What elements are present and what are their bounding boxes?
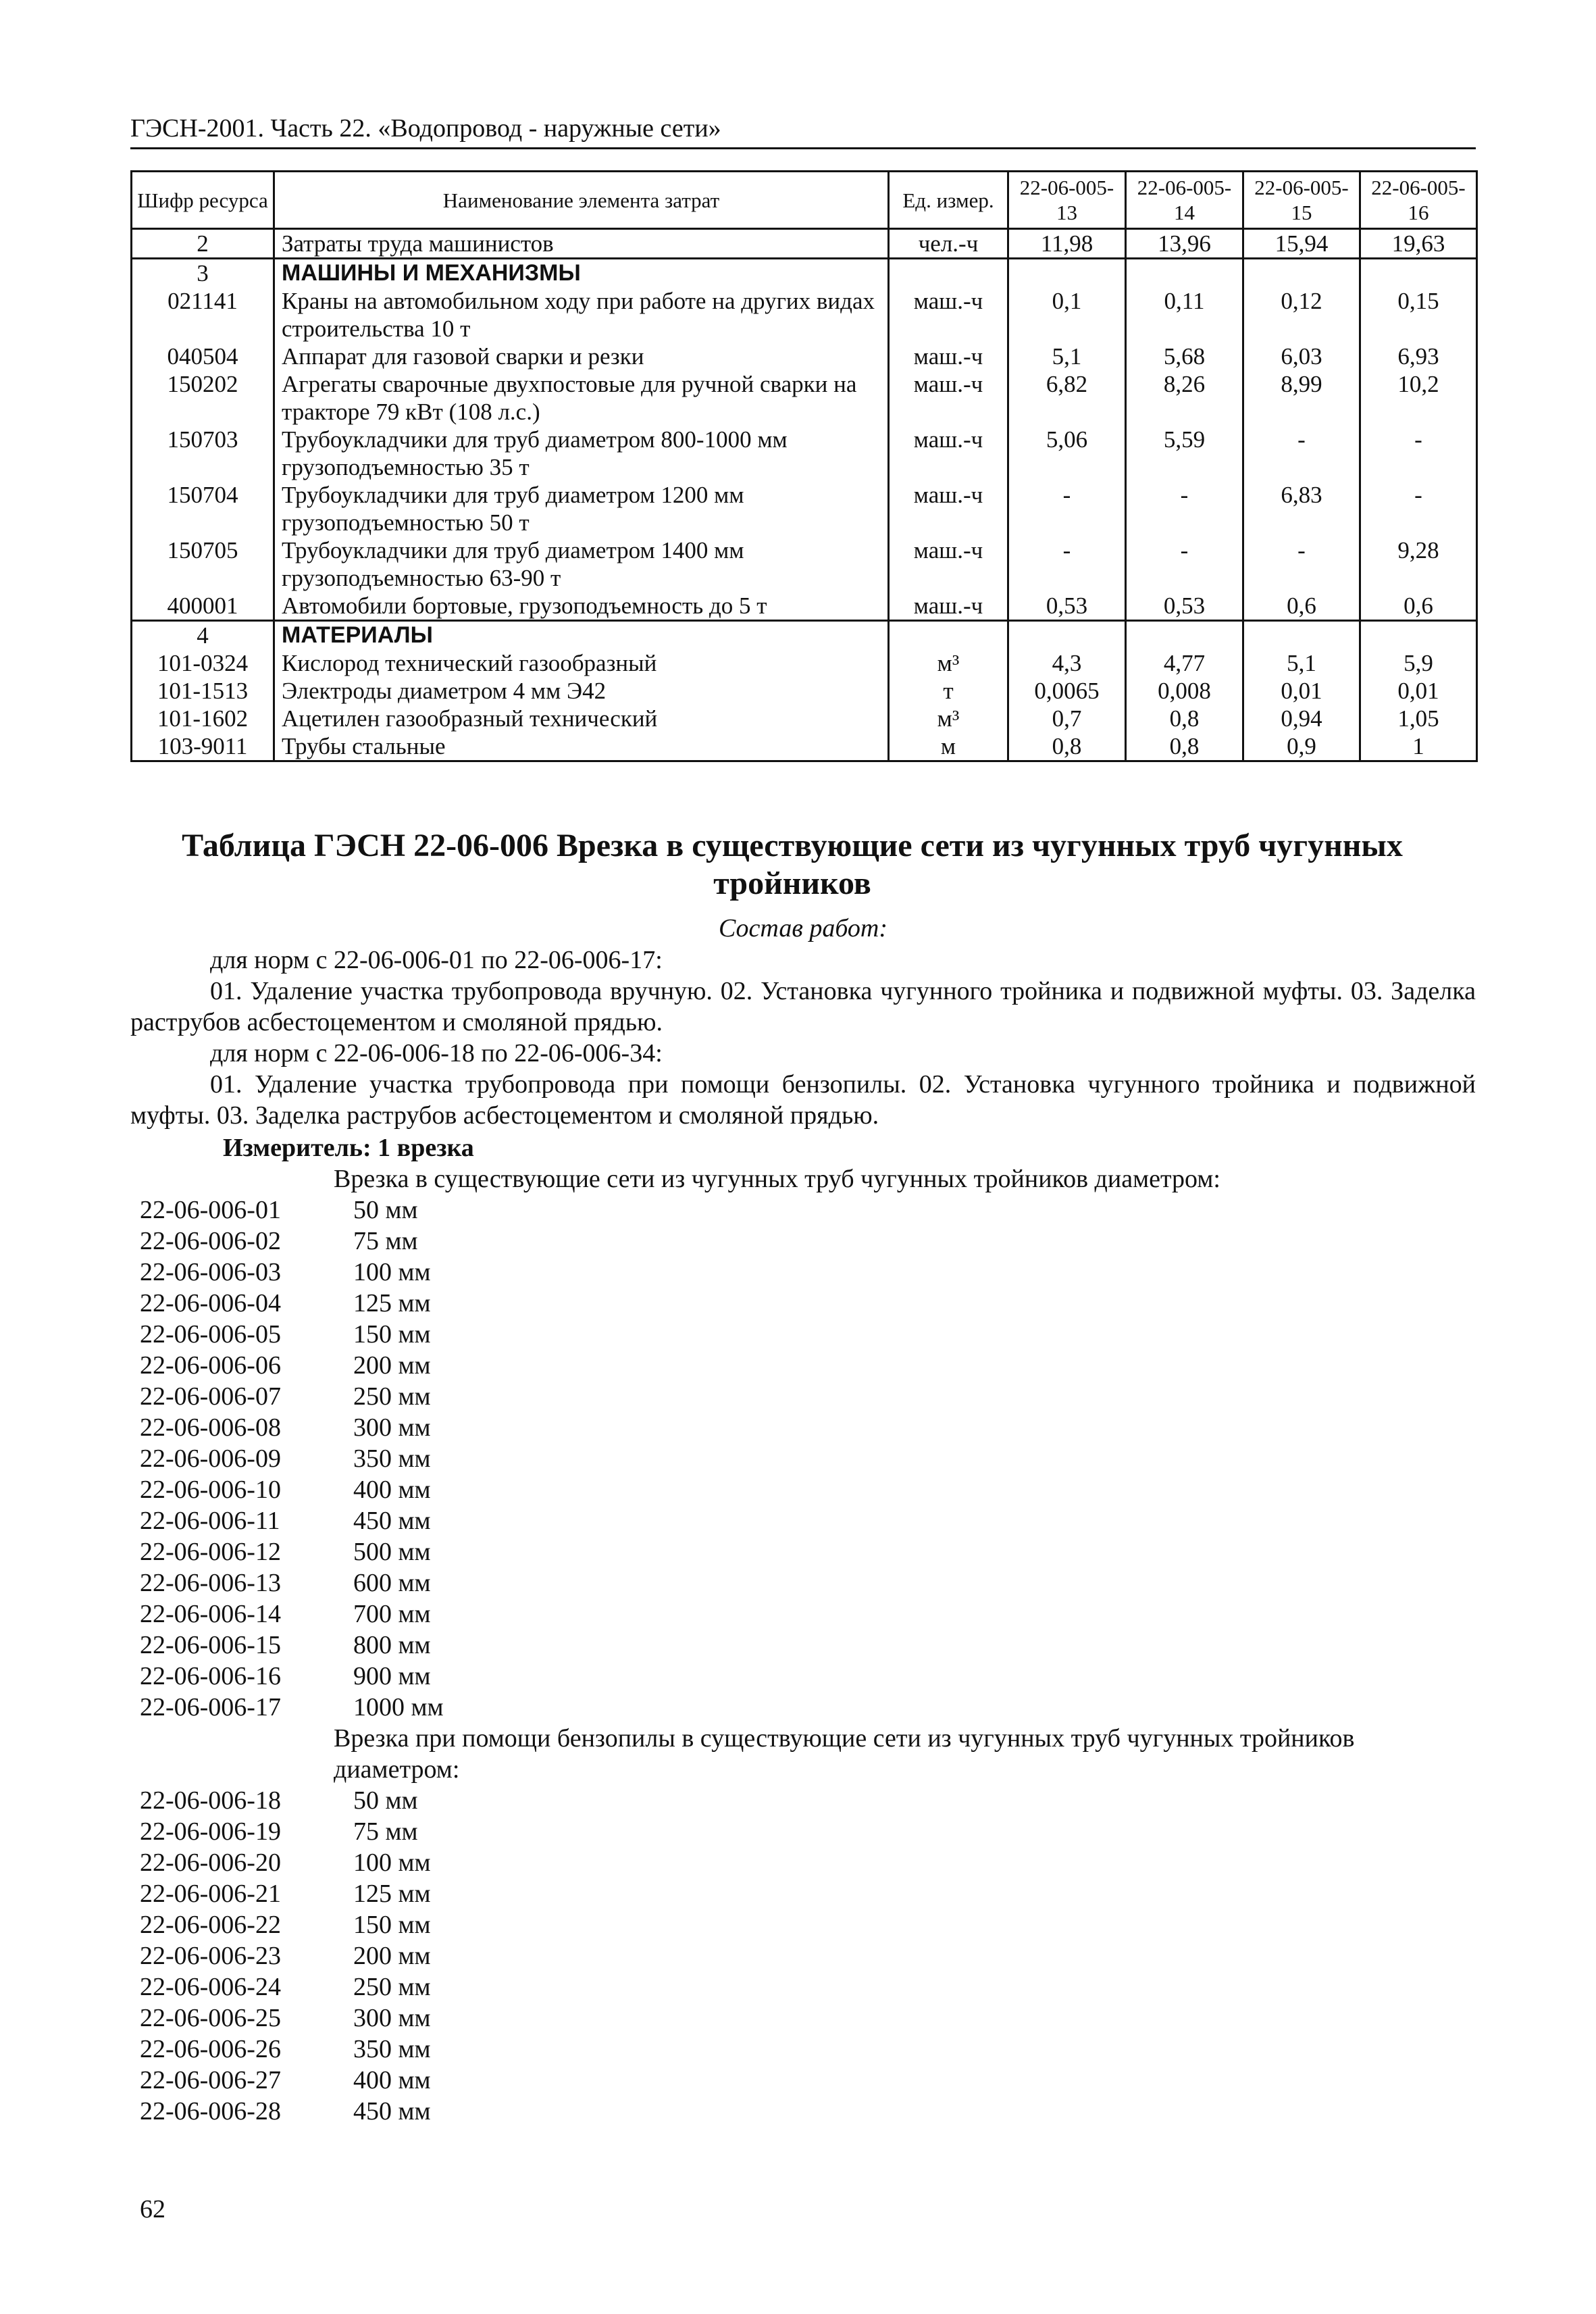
table-row	[132, 481, 1477, 536]
resource-name: Электроды диаметром 4 мм Э42	[274, 677, 889, 705]
norm-item	[140, 1878, 431, 1909]
norm-diameter: 125 мм	[353, 1880, 431, 1908]
unit	[889, 621, 1008, 650]
table-title-line2: тройников	[713, 865, 871, 901]
norm-code: 22-06-006-07	[140, 1382, 281, 1411]
value-norm-14: -	[1126, 481, 1243, 536]
norm-diameter: 125 мм	[353, 1289, 431, 1317]
unit: м³	[889, 705, 1008, 732]
norm-diameter: 300 мм	[353, 2004, 431, 2032]
meter-label: Измеритель: 1 врезка	[223, 1134, 474, 1162]
group2-description	[130, 1038, 1476, 1131]
resource-name: Автомобили бортовые, грузоподъемность до 5 т	[274, 592, 889, 621]
value-norm-16: 0,01	[1360, 677, 1477, 705]
norm-code: 22-06-006-15	[140, 1631, 281, 1659]
resource-name: Агрегаты сварочные двухпостовые для ручной сварки на тракторе 79 кВт (108 л.с.)	[274, 370, 889, 426]
norms-list-manual	[140, 1194, 444, 1723]
unit: м³	[889, 649, 1008, 677]
norm-code: 22-06-006-14	[140, 1600, 281, 1628]
norm-code: 22-06-006-25	[140, 2004, 281, 2032]
norm-code: 22-06-006-19	[140, 1817, 281, 1846]
table-row	[132, 705, 1477, 732]
composition-label: Состав работ:	[718, 914, 888, 942]
norm-item	[140, 1350, 444, 1381]
norm-code: 22-06-006-16	[140, 1662, 281, 1690]
value-norm-16: 1	[1360, 732, 1477, 761]
table-row	[132, 343, 1477, 370]
resource-code: 040504	[132, 343, 274, 370]
value-norm-14	[1126, 621, 1243, 650]
value-norm-15	[1243, 259, 1360, 288]
unit: маш.-ч	[889, 426, 1008, 481]
value-norm-15: 8,99	[1243, 370, 1360, 426]
resource-name: МАШИНЫ И МЕХАНИЗМЫ	[274, 259, 889, 288]
value-norm-15	[1243, 621, 1360, 650]
norm-code: 22-06-006-13	[140, 1569, 281, 1597]
value-norm-14: 0,11	[1126, 287, 1243, 343]
norm-diameter: 250 мм	[353, 1382, 431, 1411]
group1-intro: для норм с 22-06-006-01 по 22-06-006-17:	[210, 946, 663, 974]
norm-diameter: 200 мм	[353, 1942, 431, 1970]
norm-code: 22-06-006-01	[140, 1196, 281, 1224]
norm-item	[140, 2096, 431, 2127]
table-row	[132, 370, 1477, 426]
resource-code: 021141	[132, 287, 274, 343]
norm-item	[140, 1319, 444, 1350]
norm-diameter: 250 мм	[353, 1973, 431, 2001]
norm-code: 22-06-006-17	[140, 1693, 281, 1721]
unit: маш.-ч	[889, 343, 1008, 370]
norm-item	[140, 1567, 444, 1599]
norm-diameter: 150 мм	[353, 1911, 431, 1939]
table-row	[132, 229, 1477, 259]
norm-code: 22-06-006-10	[140, 1476, 281, 1504]
value-norm-13: 0,1	[1008, 287, 1126, 343]
norm-code: 22-06-006-02	[140, 1227, 281, 1255]
norm-diameter: 450 мм	[353, 1507, 431, 1535]
value-norm-13: 0,53	[1008, 592, 1126, 621]
resource-name: Трубоукладчики для труб диаметром 1400 мм грузоподъемностью 63-90 т	[274, 536, 889, 592]
resource-code: 101-1602	[132, 705, 274, 732]
unit: маш.-ч	[889, 287, 1008, 343]
value-norm-16: -	[1360, 481, 1477, 536]
norm-diameter: 100 мм	[353, 1848, 431, 1877]
norm-item	[140, 1971, 431, 2003]
norm-code: 22-06-006-04	[140, 1289, 281, 1317]
norm-code: 22-06-006-09	[140, 1444, 281, 1473]
norm-item	[140, 1816, 431, 1847]
value-norm-13: 0,8	[1008, 732, 1126, 761]
resource-code: 101-1513	[132, 677, 274, 705]
unit: маш.-ч	[889, 536, 1008, 592]
table-row	[132, 287, 1477, 343]
resource-name: Трубы стальные	[274, 732, 889, 761]
value-norm-14: 0,8	[1126, 732, 1243, 761]
norm-diameter: 900 мм	[353, 1662, 431, 1690]
value-norm-15: 0,6	[1243, 592, 1360, 621]
value-norm-15: 6,83	[1243, 481, 1360, 536]
resource-code: 150704	[132, 481, 274, 536]
value-norm-15: 6,03	[1243, 343, 1360, 370]
norm-item	[140, 1909, 431, 1940]
norm-item	[140, 1661, 444, 1692]
norm-code: 22-06-006-03	[140, 1258, 281, 1286]
resource-name: Кислород технический газообразный	[274, 649, 889, 677]
value-norm-13: 0,7	[1008, 705, 1126, 732]
value-norm-16: 6,93	[1360, 343, 1477, 370]
resource-name: Краны на автомобильном ходу при работе на других видах строительства 10 т	[274, 287, 889, 343]
norm-code: 22-06-006-21	[140, 1880, 281, 1908]
resource-code: 400001	[132, 592, 274, 621]
norm-code: 22-06-006-24	[140, 1973, 281, 2001]
norm-diameter: 800 мм	[353, 1631, 431, 1659]
norm-item	[140, 1505, 444, 1536]
value-norm-13	[1008, 621, 1126, 650]
resource-code: 150705	[132, 536, 274, 592]
resource-name: Трубоукладчики для труб диаметром 800-1000 мм грузоподъемностью 35 т	[274, 426, 889, 481]
value-norm-15: -	[1243, 426, 1360, 481]
value-norm-13	[1008, 259, 1126, 288]
norm-item	[140, 1194, 444, 1226]
table-title-line1: Таблица ГЭСН 22-06-006 Врезка в существующие сети из чугунных труб чугунных	[182, 828, 1403, 863]
page-header: ГЭСН-2001. Часть 22. «Водопровод - наружные сети»	[130, 114, 1476, 149]
group1-description	[130, 945, 1476, 1038]
value-norm-13: 6,82	[1008, 370, 1126, 426]
table-row	[132, 536, 1477, 592]
norm-code: 22-06-006-20	[140, 1848, 281, 1877]
value-norm-14: 5,59	[1126, 426, 1243, 481]
value-norm-16: 9,28	[1360, 536, 1477, 592]
col-header-unit: Ед. измер.	[889, 172, 1008, 229]
norm-item	[140, 1940, 431, 1971]
norm-diameter: 50 мм	[353, 1786, 418, 1815]
table-row	[132, 592, 1477, 621]
norm-diameter: 700 мм	[353, 1600, 431, 1628]
norm-diameter: 200 мм	[353, 1351, 431, 1380]
table-row	[132, 677, 1477, 705]
unit: т	[889, 677, 1008, 705]
norm-diameter: 75 мм	[353, 1227, 418, 1255]
norm-item	[140, 1692, 444, 1723]
value-norm-14: 13,96	[1126, 229, 1243, 259]
norm-item	[140, 1630, 444, 1661]
norm-item	[140, 1536, 444, 1567]
resource-code: 150202	[132, 370, 274, 426]
norm-code: 22-06-006-28	[140, 2097, 281, 2126]
norm-diameter: 50 мм	[353, 1196, 418, 1224]
value-norm-15: 0,9	[1243, 732, 1360, 761]
norm-code: 22-06-006-06	[140, 1351, 281, 1380]
value-norm-13: 5,1	[1008, 343, 1126, 370]
value-norm-16: -	[1360, 426, 1477, 481]
value-norm-13: -	[1008, 481, 1126, 536]
resource-code: 2	[132, 229, 274, 259]
norm-item	[140, 2003, 431, 2034]
norm-item	[140, 1785, 431, 1816]
col-header-norm-16: 22-06-005-16	[1360, 172, 1477, 229]
resource-code: 150703	[132, 426, 274, 481]
value-norm-14: -	[1126, 536, 1243, 592]
norm-diameter: 400 мм	[353, 2066, 431, 2094]
norm-item	[140, 1257, 444, 1288]
table-row	[132, 621, 1477, 650]
value-norm-13: -	[1008, 536, 1126, 592]
table-title	[130, 827, 1454, 903]
value-norm-13: 0,0065	[1008, 677, 1126, 705]
norm-item	[140, 2034, 431, 2065]
value-norm-13: 5,06	[1008, 426, 1126, 481]
unit: маш.-ч	[889, 370, 1008, 426]
norm-diameter: 300 мм	[353, 1413, 431, 1442]
table-row	[132, 649, 1477, 677]
norm-item	[140, 1412, 444, 1443]
norm-diameter: 600 мм	[353, 1569, 431, 1597]
value-norm-15: 5,1	[1243, 649, 1360, 677]
norm-diameter: 450 мм	[353, 2097, 431, 2126]
value-norm-14: 0,008	[1126, 677, 1243, 705]
value-norm-16	[1360, 259, 1477, 288]
group2-intro: для норм с 22-06-006-18 по 22-06-006-34:	[210, 1039, 663, 1067]
norm-diameter: 500 мм	[353, 1538, 431, 1566]
value-norm-16: 19,63	[1360, 229, 1477, 259]
norm-item	[140, 1847, 431, 1878]
col-header-norm-15: 22-06-005-15	[1243, 172, 1360, 229]
value-norm-15: 0,01	[1243, 677, 1360, 705]
group2-text: 01. Удаление участка трубопровода при помощи бензопилы. 02. Установка чугунного тройника и подвижной муфты. 03. Заделка раструбов асбестоцементом и смоляной прядью.	[130, 1070, 1476, 1130]
value-norm-13: 4,3	[1008, 649, 1126, 677]
table-row	[132, 732, 1477, 761]
value-norm-16: 0,15	[1360, 287, 1477, 343]
table-row	[132, 259, 1477, 288]
value-norm-16: 5,9	[1360, 649, 1477, 677]
norm-code: 22-06-006-08	[140, 1413, 281, 1442]
value-norm-16: 0,6	[1360, 592, 1477, 621]
norm-code: 22-06-006-26	[140, 2035, 281, 2063]
col-header-code: Шифр ресурса	[132, 172, 274, 229]
resource-code: 3	[132, 259, 274, 288]
norm-item	[140, 1599, 444, 1630]
resource-name: Трубоукладчики для труб диаметром 1200 мм грузоподъемностью 50 т	[274, 481, 889, 536]
unit: маш.-ч	[889, 592, 1008, 621]
value-norm-15: 15,94	[1243, 229, 1360, 259]
norm-diameter: 75 мм	[353, 1817, 418, 1846]
resource-cost-table	[130, 170, 1478, 762]
resource-code: 4	[132, 621, 274, 650]
value-norm-14: 5,68	[1126, 343, 1243, 370]
unit: м	[889, 732, 1008, 761]
norm-code: 22-06-006-05	[140, 1320, 281, 1349]
norm-code: 22-06-006-11	[140, 1507, 280, 1535]
norm-diameter: 350 мм	[353, 1444, 431, 1473]
norm-diameter: 350 мм	[353, 2035, 431, 2063]
group1-text: 01. Удаление участка трубопровода вручную. 02. Установка чугунного тройника и подвижной муфты. 03. Заделка раструбов асбестоцементом и смоляной прядью.	[130, 977, 1476, 1036]
col-header-norm-14: 22-06-005-14	[1126, 172, 1243, 229]
norm-code: 22-06-006-18	[140, 1786, 281, 1815]
value-norm-16	[1360, 621, 1477, 650]
value-norm-16: 1,05	[1360, 705, 1477, 732]
norm-item	[140, 1226, 444, 1257]
list1-heading: Врезка в существующие сети из чугунных труб чугунных тройников диаметром:	[334, 1165, 1220, 1193]
value-norm-14: 0,8	[1126, 705, 1243, 732]
value-norm-15: 0,12	[1243, 287, 1360, 343]
norm-diameter: 150 мм	[353, 1320, 431, 1349]
value-norm-13: 11,98	[1008, 229, 1126, 259]
resource-code: 101-0324	[132, 649, 274, 677]
resource-name: Ацетилен газообразный технический	[274, 705, 889, 732]
value-norm-16: 10,2	[1360, 370, 1477, 426]
value-norm-14: 8,26	[1126, 370, 1243, 426]
norm-item	[140, 1474, 444, 1505]
value-norm-15: -	[1243, 536, 1360, 592]
list2-heading: Врезка при помощи бензопилы в существующие сети из чугунных труб чугунных тройников диаметром:	[334, 1724, 1355, 1784]
norm-item	[140, 1443, 444, 1474]
norm-diameter: 1000 мм	[353, 1693, 444, 1721]
col-header-name: Наименование элемента затрат	[274, 172, 889, 229]
value-norm-14: 4,77	[1126, 649, 1243, 677]
norm-item	[140, 1381, 444, 1412]
norm-code: 22-06-006-27	[140, 2066, 281, 2094]
resource-code: 103-9011	[132, 732, 274, 761]
norms-list-chainsaw	[140, 1785, 431, 2127]
norm-code: 22-06-006-23	[140, 1942, 281, 1970]
norm-item	[140, 2065, 431, 2096]
norm-diameter: 100 мм	[353, 1258, 431, 1286]
unit: чел.-ч	[889, 229, 1008, 259]
norm-code: 22-06-006-22	[140, 1911, 281, 1939]
value-norm-14	[1126, 259, 1243, 288]
norm-item	[140, 1288, 444, 1319]
table-row	[132, 426, 1477, 481]
resource-name: МАТЕРИАЛЫ	[274, 621, 889, 650]
resource-name: Затраты труда машинистов	[274, 229, 889, 259]
resource-name: Аппарат для газовой сварки и резки	[274, 343, 889, 370]
value-norm-14: 0,53	[1126, 592, 1243, 621]
unit: маш.-ч	[889, 481, 1008, 536]
norm-diameter: 400 мм	[353, 1476, 431, 1504]
page-number: 62	[140, 2195, 165, 2223]
col-header-norm-13: 22-06-005-13	[1008, 172, 1126, 229]
value-norm-15: 0,94	[1243, 705, 1360, 732]
norm-code: 22-06-006-12	[140, 1538, 281, 1566]
unit	[889, 259, 1008, 288]
